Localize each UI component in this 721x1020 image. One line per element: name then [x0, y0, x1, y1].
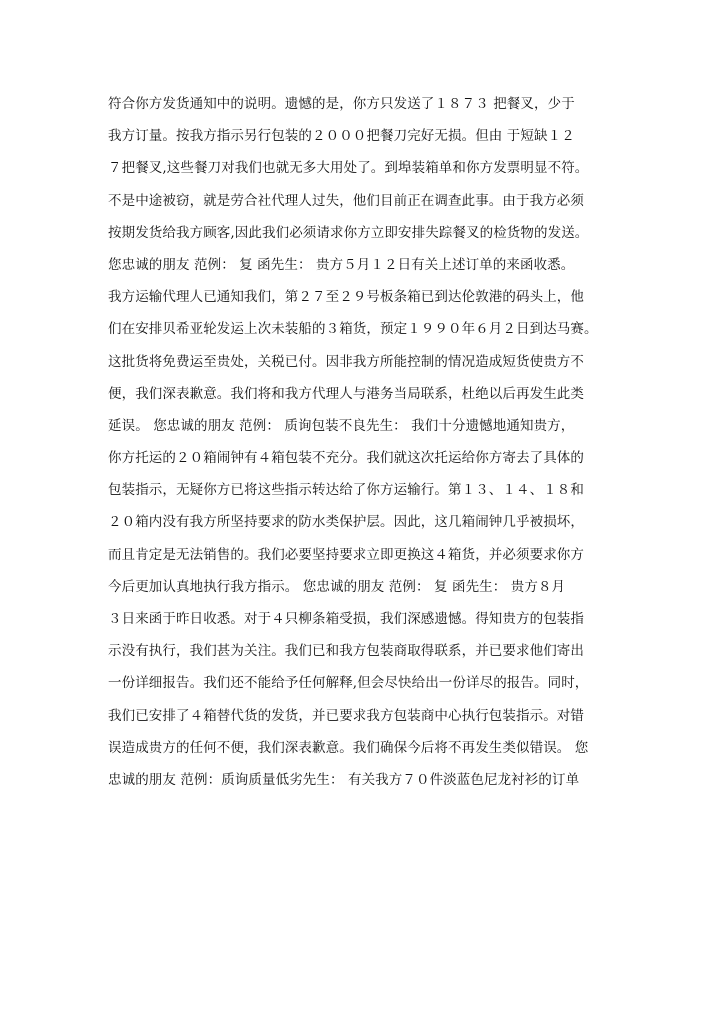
text-line: 忠诚的朋友 范例：质询质量低劣先生： 有关我方７０件淡蓝色尼龙衬衫的订单: [108, 771, 580, 788]
text-line: 我们已安排了４箱替代货的发货，并已要求我方包装商中心执行包装指示。对错: [108, 707, 584, 724]
text-line: ３日来函于昨日收悉。对于４只柳条箱受损，我们深感遗憾。得知贵方的包装指: [108, 611, 584, 627]
text-line: 你方托运的２０箱闹钟有４箱包装不充分。我们就这次托运给你方寄去了具体的: [108, 450, 584, 467]
text-line: 延误。 您忠诚的朋友 范例： 质询包装不良先生： 我们十分遗憾地通知贵方，: [108, 417, 575, 434]
text-line: 包装指示，无疑你方已将这些指示转达给了你方运输行。第１３、１４、１８和: [108, 482, 584, 499]
text-line: 今后更加认真地执行我方指示。 您忠诚的朋友 范例： 复 函先生： 贵方８月: [108, 578, 566, 595]
text-line: 误造成贵方的任何不便，我们深表歉意。我们确保今后将不再发生类似错误。 您: [108, 739, 589, 756]
text-line: 按期发货给我方顾客,因此我们必须请求你方立即安排失踪餐叉的检货物的发送。: [108, 224, 589, 241]
text-line: 而且肯定是无法销售的。我们必要坚持要求立即更换这４箱货，并必须要求你方: [108, 546, 584, 563]
text-line: 便，我们深表歉意。我们将和我方代理人与港务当局联系，杜绝以后再发生此类: [108, 385, 584, 402]
document-body: [108, 92, 628, 800]
text-line: 这批货将免费运至贵处，关税已付。因非我方所能控制的情况造成短货使贵方不: [108, 353, 584, 370]
text-line: 我方运输代理人已通知我们，第２７至２９号板条箱已到达伦敦港的码头上，他: [108, 289, 584, 306]
text-line: ２０箱内没有我方所坚持要求的防水类保护层。因此，这几箱闹钟几乎被损坏，: [108, 514, 584, 531]
text-line: 一份详细报告。我们还不能给予任何解释,但会尽快给出一份详尽的报告。同时，: [108, 675, 589, 692]
text-line: 们在安排贝希亚轮发运上次未装船的３箱货，预定１９９０年６月２日到达马赛。: [108, 321, 598, 338]
text-line: 不是中途被窃，就是劳合社代理人过失，他们目前正在调查此事。由于我方必须: [108, 192, 584, 209]
text-line: 我方订量。按我方指示另行包装的２０００把餐刀完好无损。但由 于短缺１２: [108, 128, 575, 145]
text-line: 示没有执行，我们甚为关注。我们已和我方包装商取得联系，并已要求他们寄出: [108, 643, 584, 660]
text-line: 符合你方发货通知中的说明。遗憾的是，你方只发送了１８７３ 把餐叉，少于: [108, 96, 575, 112]
text-line: ７把餐叉,这些餐刀对我们也就无多大用处了。到埠装箱单和你方发票明显不符。: [108, 160, 589, 177]
text-line: 您忠诚的朋友 范例： 复 函先生： 贵方５月１２日有关上述订单的来函收悉。: [108, 256, 575, 273]
